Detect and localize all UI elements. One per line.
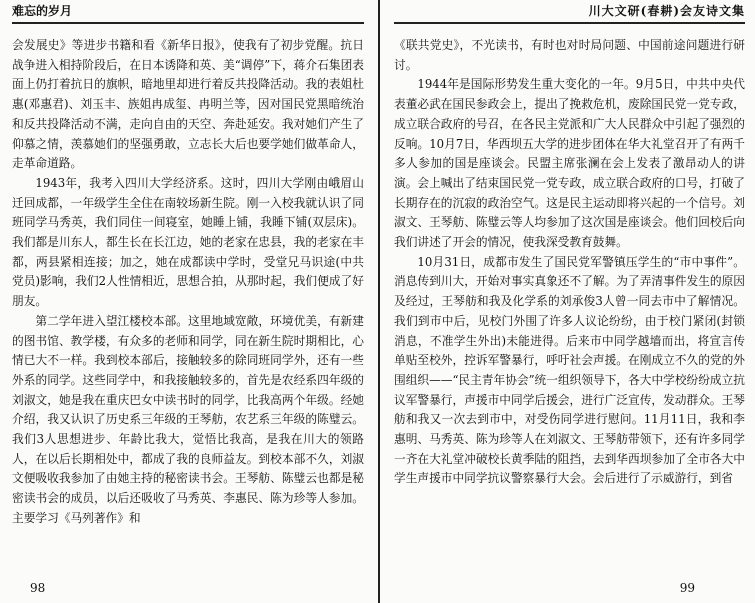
right-page	[378, 0, 755, 603]
left-body-text	[12, 36, 364, 529]
paragraph: 10月31日，成都市发生了国民党军警镇压学生的“市中事件”。消息传到川大，开始对事实真象还不了解。为了弄清事件发生的原因及经过，王琴舫和我及化学系的刘承俊3人曾一同去市中了解情况。我们到市中后，见校门外围了许多人议论纷纷，由于校门紧闭(封锁消息，不准学生外出)未能进得。后来市中同学越墙而出，将宣言传单贴至校外，控诉军警暴行，呼吁社会声援。在刚成立不久的党的外围组织——“民主青年协会”统一组织领导下，各大中学校纷纷成立抗议军警暴行，声援市中同学后援会，进行广泛宣传，发动群众。王琴舫和我又一次去到市中，对受伤同学进行慰问。11月11日，我和李惠明、马秀英、陈为珍等人在刘淑文、王琴舫带领下，还有许多同学一齐在大礼堂冲破校长黄季陆的阻挡，去到华西坝参加了全市各大中学生声援市中同学抗议警察暴行大会。会后进行了示威游行，到省	[394, 254, 745, 486]
right-page-number: 99	[679, 581, 695, 595]
right-body-text	[394, 36, 745, 489]
paragraph: 1943年，我考入四川大学经济系。这时，四川大学刚由峨眉山迁回成都，一年级学生全住在南较场新生院。刚一入校我就认识了同班同学马秀英，我们同住一间寝室，她睡上铺，我睡下铺(双层床)。我们都是川东人，都生长在长江边，她的老家在忠县，我的老家在丰都，两县紧相连接；加之，她在成都读中学时，受堂兄马识途(中共党员)影响，我们2人性情相近，思想合拍，从那时起，我们便成了好朋友。	[12, 175, 364, 309]
paragraph: 会发展史》等进步书籍和看《新华日报》，使我有了初步党醒。抗日战争进入相持阶段后，在日本诱降和英、美“调停”下，蒋介石集团表面上仍打着抗日的旗帜，暗地里却进行着反共投降活动。我的表姐杜惠(邓惠君)、刘玉丰、族姐冉成玺、冉明兰等，因对国民党黑暗统治和反共投降活动不满，走向自由的天空、奔赴延安。我对她们产生了仰慕之情，羡慕她们的坚强勇敢，立志长大后也要学她们做革命人，走革命道路。	[12, 38, 364, 171]
paragraph: 《联共党史》，不光读书，有时也对时局问题、中国前途问题进行研讨。	[394, 38, 745, 72]
left-page-number: 98	[30, 581, 46, 595]
left-running-head: 难忘的岁月	[12, 0, 364, 24]
paragraph: 1944年是国际形势发生重大变化的一年。9月5日，中共中央代表董必武在国民参政会上，提出了挽救危机，废除国民党一党专政，成立联合政府的号召，在各民主党派和广大人民群众中引起了强烈的反响。10月7日，华西坝五大学的进步团体在华大礼堂召开了有两千多人参加的国是座谈会。民盟主席张澜在会上发表了激昂动人的讲演。会上喊出了结束国民党一党专政，成立联合政府的口号，打破了长期存在的沉寂的政治空气。这是民主运动即将兴起的一个信号。刘淑文、王琴舫、陈璧云等人均参加了这次国是座谈会。他们回校后向我们讲述了开会的情况，使我深受教育鼓舞。	[394, 77, 745, 250]
right-running-head: 川大文研(春耕)会友诗文集	[394, 0, 745, 24]
paragraph: 第二学年进入望江楼校本部。这里地域宽敞，环境优美，有新建的图书馆、教学楼，有众多的老师和同学，同在新生院时期相比，心情已大不一样。我到校本部后，接触较多的除同班同学外，还有一些外系的同学。这些同学中，和我接触较多的，首先是农经系四年级的刘淑文，她是我在重庆巴女中读书时的同学，比我高两个年级。经她介绍，我又认识了历史系三年级的王琴舫，农艺系三年级的陈璧云。我们3人思想进步、年龄比我大，觉悟比我高，是我在川大的领路人，在以后长期相处中，都成了我的良师益友。到校本部不久，刘淑文便吸收我参加了由她主持的秘密读书会。王琴舫、陈璧云也都是秘密读书会的成员，以后还吸收了马秀英、李惠民、陈为珍等人参加。主要学习《马列著作》和	[12, 313, 364, 525]
